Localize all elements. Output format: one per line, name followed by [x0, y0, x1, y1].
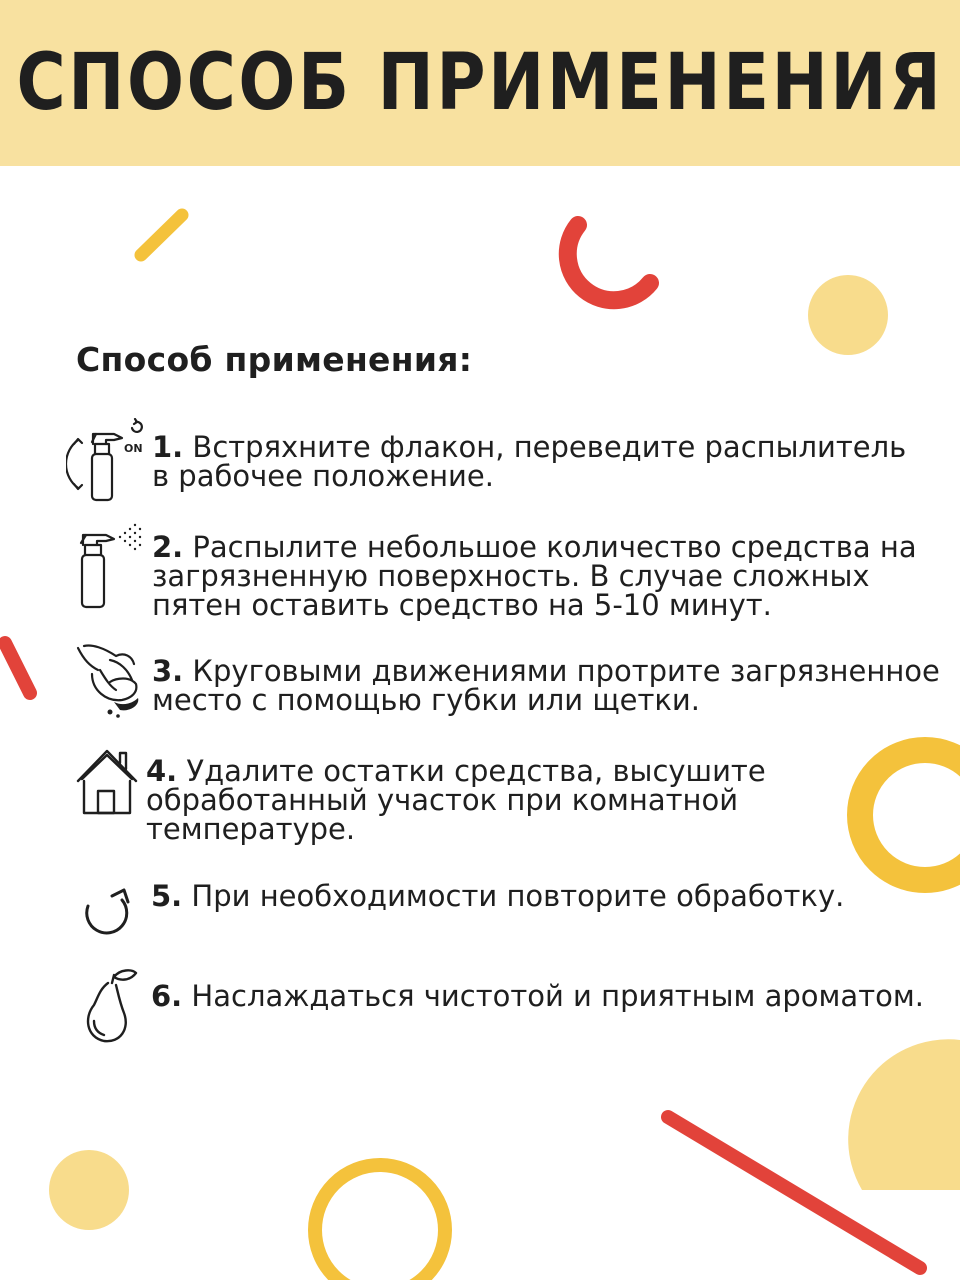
pear-icon — [76, 967, 146, 1047]
step-line: При необходимости повторите обработку. — [191, 879, 845, 913]
step-line: Удалите остатки средства, высушите — [186, 754, 766, 788]
step-5-text — [151, 879, 845, 913]
step-line: в рабочее положение. — [152, 459, 494, 493]
spray-bottle-spray-icon — [70, 515, 150, 615]
section-subtitle: Способ применения: — [76, 340, 473, 379]
red-stroke-left-decoration — [5, 643, 30, 693]
hand-sponge-icon — [70, 640, 150, 720]
yellow-ring-bottom-decoration — [315, 1165, 445, 1280]
spray-bottle-shake-icon — [66, 418, 146, 508]
step-number: 3. — [152, 654, 184, 688]
step-number: 6. — [151, 979, 183, 1013]
red-arc-decoration — [568, 225, 650, 300]
step-line: Встряхните флакон, переведите распылитель — [192, 430, 907, 464]
step-line: Круговыми движениями протрите загрязненное — [192, 654, 940, 688]
step-1-text — [152, 430, 907, 493]
step-line: загрязненную поверхность. В случае сложных — [152, 559, 870, 593]
step-number: 4. — [146, 754, 178, 788]
yellow-ring-right-decoration — [860, 750, 960, 880]
page-title: СПОСОБ ПРИМЕНЕНИЯ — [16, 38, 944, 128]
step-3-text — [152, 654, 940, 717]
step-2-text — [152, 530, 917, 622]
step-line: Наслаждаться чистотой и приятным ароматом. — [191, 979, 924, 1013]
step-6-text — [151, 979, 924, 1013]
step-4-text — [146, 754, 766, 846]
on-badge: ON — [124, 442, 143, 455]
light-yellow-circle-decoration — [808, 275, 888, 355]
step-number: 1. — [152, 430, 184, 464]
house-icon — [74, 745, 144, 820]
step-line: обработанный участок при комнатной — [146, 783, 739, 817]
step-line: температуре. — [146, 812, 356, 846]
step-line: Распылите небольшое количество средства на — [192, 530, 917, 564]
step-number: 2. — [152, 530, 184, 564]
yellow-stroke-decoration — [141, 215, 182, 255]
step-line: место с помощью губки или щетки. — [152, 683, 700, 717]
light-yellow-circle-bottom-decoration — [49, 1150, 129, 1230]
step-line: пятен оставить средство на 5-10 минут. — [152, 588, 772, 622]
repeat-arrow-icon — [78, 880, 138, 940]
light-yellow-half-circle-decoration — [848, 1039, 960, 1190]
step-number: 5. — [151, 879, 183, 913]
